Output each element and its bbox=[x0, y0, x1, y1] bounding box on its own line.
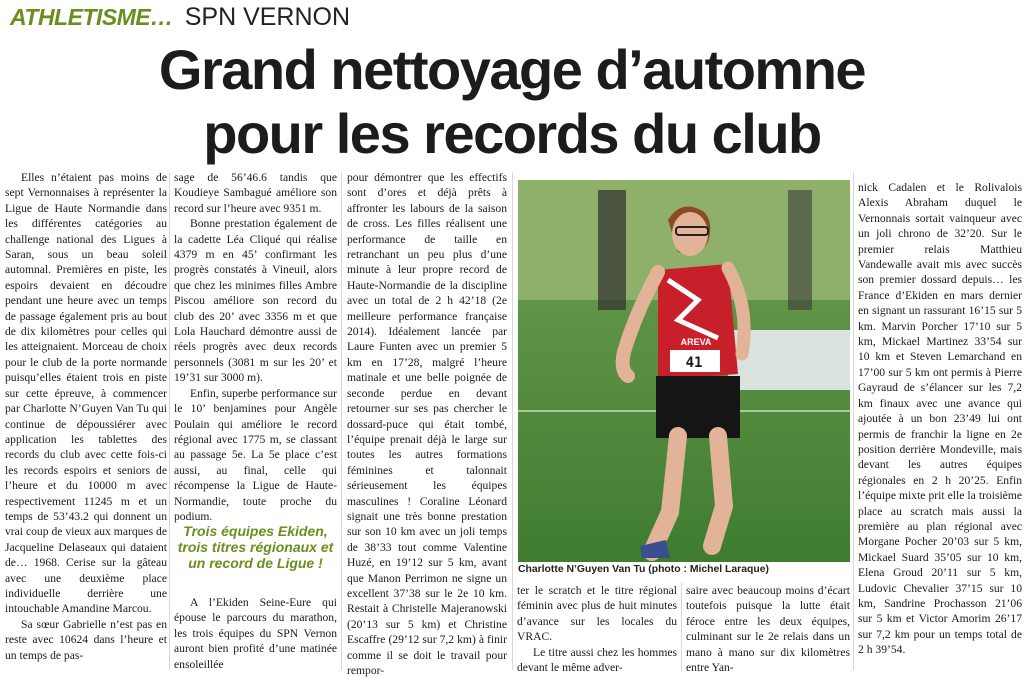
paragraph: Le titre aussi chez les hommes devant le même adver- bbox=[517, 645, 677, 675]
article-column-6 bbox=[858, 180, 1022, 674]
runner-photo bbox=[518, 180, 850, 562]
article-column-4 bbox=[517, 583, 677, 673]
paragraph: pour démontrer que les effectifs sont d’ores et déjà prêts à affronter les labours de la saison de cross. Les filles réalisent une performance de taille en retranchant un peu plus d’une minute à leur propre record de Haute-Normandie de la discipline avec un total de 2 h 42’18 (2e meilleure performance française 2014). Idéalement lancée par Laure Funten avec un premier 5 km en 17’28, malgré l’heure matinale et une belle poignée de seconde perdue en devant retourner sur ses pas chercher le dossard-puce qui était tombé, l’équipe prenait déjà le large sur toutes les autres formations féminines et talonnait sérieusement les équipes masculines ! Coraline Léonard signait une très bonne prestation sur son 10 km avec un joli temps de 38’33 tout comme Valentine Huzé, en 19’12 sur 5 km, avant que Manon Perrimon ne signe un excellent 37’38 sur le 2e 10 km. Restait à Christelle Majeranowski (20’13 sur 5 km) et Christine Escaffre (29’12 sur 7,2 km) à finir comme il se doit le travail pour rempor- bbox=[347, 171, 507, 677]
column-rule bbox=[681, 582, 682, 672]
paragraph: Bonne prestation également de la cadette Léa Cliqué qui réalise 4379 m en 45’ confirmant les progrès constatés à Vineuil, alors que chez les minimes filles Ambre Piscou améliore son record du club des 20’ avec 3356 m et que Lola Hauchard démontre aussi de réels progrès avec deux records personnels (3081 m sur les 20’ et 19’31 sur 3000 m). bbox=[174, 217, 337, 385]
subhead-inset: Trois équipes Ekiden, trois titres régionaux et un record de Ligue ! bbox=[177, 523, 334, 571]
paragraph: A l’Ekiden Seine-Eure qui épouse le parcours du marathon, les trois équipes du SPN Vernon auront bien profité d’une matinée ensoleillée bbox=[174, 596, 337, 671]
headline-line-1: Grand nettoyage d’automne bbox=[158, 38, 866, 101]
headline-line-2: pour les records du club bbox=[203, 102, 821, 165]
sponsor-logo: AREVA bbox=[680, 337, 712, 347]
section-label: ATHLETISME… bbox=[10, 4, 173, 30]
paragraph: Enfin, superbe performance sur le 10’ benjamines pour Angèle Poulain qui améliore le record régional avec 1775 m, se classant au passage 5e. La 5e place c’est aussi, au final, celle qui récompense la Ligue de Haute-Normandie, toute proche du podium. bbox=[174, 386, 337, 523]
paragraph: Elles n’étaient pas moins de sept Vernonnaises à représenter la Ligue de Haute Normandie dans les différentes catégories au challenge national des Ligues à Saran, sous un beau soleil automnal. Premières en piste, les espoirs devaient en découdre pendant une heure avec un temps de passage également pris au bout de dix kilomètres pour celles qui les atteignaient. Morceau de choix pour le club de la porte normande puisqu’elles étaient trois en piste sur cette épreuve, à commencer par Charlotte N’Guyen Van Tu qui continue de dépoussiérer avec application les tablettes des records du club avec cette fois-ci les records espoirs et seniors de l’heure et du 10000 m avec respectivement 11245 m et un temps de 53’43.2 qui donnent un vrai coup de vieux aux marques de Jacqueline Delaseaux qui dataient de… 1968. Cerise sur la gâteau avec une deuxième place individuelle derrière une intouchable Amandine Marcou. bbox=[5, 171, 167, 616]
runner-illustration bbox=[518, 180, 850, 562]
article-column-2-bottom bbox=[174, 595, 337, 672]
column-rule bbox=[169, 172, 170, 670]
kicker bbox=[10, 3, 350, 33]
club-label: SPN VERNON bbox=[184, 3, 351, 31]
paragraph: sage de 56’46.6 tandis que Koudieye Sambagué améliore son record sur l’heure avec 9351 m. bbox=[174, 171, 337, 215]
article-column-2 bbox=[174, 170, 337, 523]
photo-caption: Charlotte N’Guyen Van Tu (photo : Michel Laraque) bbox=[518, 564, 769, 575]
column-rule bbox=[341, 172, 342, 670]
article-column-5 bbox=[686, 583, 850, 673]
column-rule bbox=[853, 172, 854, 670]
bib-number: 41 bbox=[685, 355, 703, 371]
paragraph: saire avec beaucoup moins d’écart toutefois puisque la lutte était féroce entre les deux équipes, culminant sur le 2e relais dans un mano à mano sur dix kilomètres entre Yan- bbox=[686, 584, 850, 675]
headline bbox=[0, 38, 1024, 166]
column-rule bbox=[512, 172, 513, 670]
paragraph: ter le scratch et le titre régional féminin avec plus de huit minutes d’avance sur les locales du VRAC. bbox=[517, 584, 677, 644]
article-column-1 bbox=[5, 170, 167, 670]
article-column-3 bbox=[347, 170, 507, 677]
paragraph: Sa sœur Gabrielle n’est pas en reste avec 10624 dans l’heure et un temps de pas- bbox=[5, 617, 167, 662]
paragraph: nick Cadalen et le Rolivalois Alexis Abraham duquel le Vernonnais sortait vainqueur avec un joli chrono de 32’20. Sur le premier relais Matthieu Vandewalle avait mis avec succès son premier dossard depuis… les France d’Ekiden en mars dernier en signant un rassurant 16’15 sur 5 km. Marvin Porcher 17’10 sur 5 km, Mickael Martinez 33’54 sur 10 km et Steven Lemarchand en 17’00 sur 5 km ont permis à Pierre Gayraud de s’élancer sur les 7,2 km finaux avec une avance qui ajoutée à un bon 23’49 lui ont permis de franchir la ligne en 2e position derrière Mondeville, mais devant les autres équipes régionales en 2 h 20’25. Enfin l’équipe mixte prit elle la troisième place au scratch mais aussi la première au plan régional avec Morgane Pocher 20’03 sur 5 km, Mickael Suard 35’05 sur 10 km, Elena Groud 20’11 sur 5 km, Ludovic Chevalier 37’15 sur 10 km, Sandrine Prochasson 21’06 sur 5 km et Victor Amorim 26’17 sur 7,2 km pour un temps total de 2 h 39’54. bbox=[858, 181, 1022, 657]
